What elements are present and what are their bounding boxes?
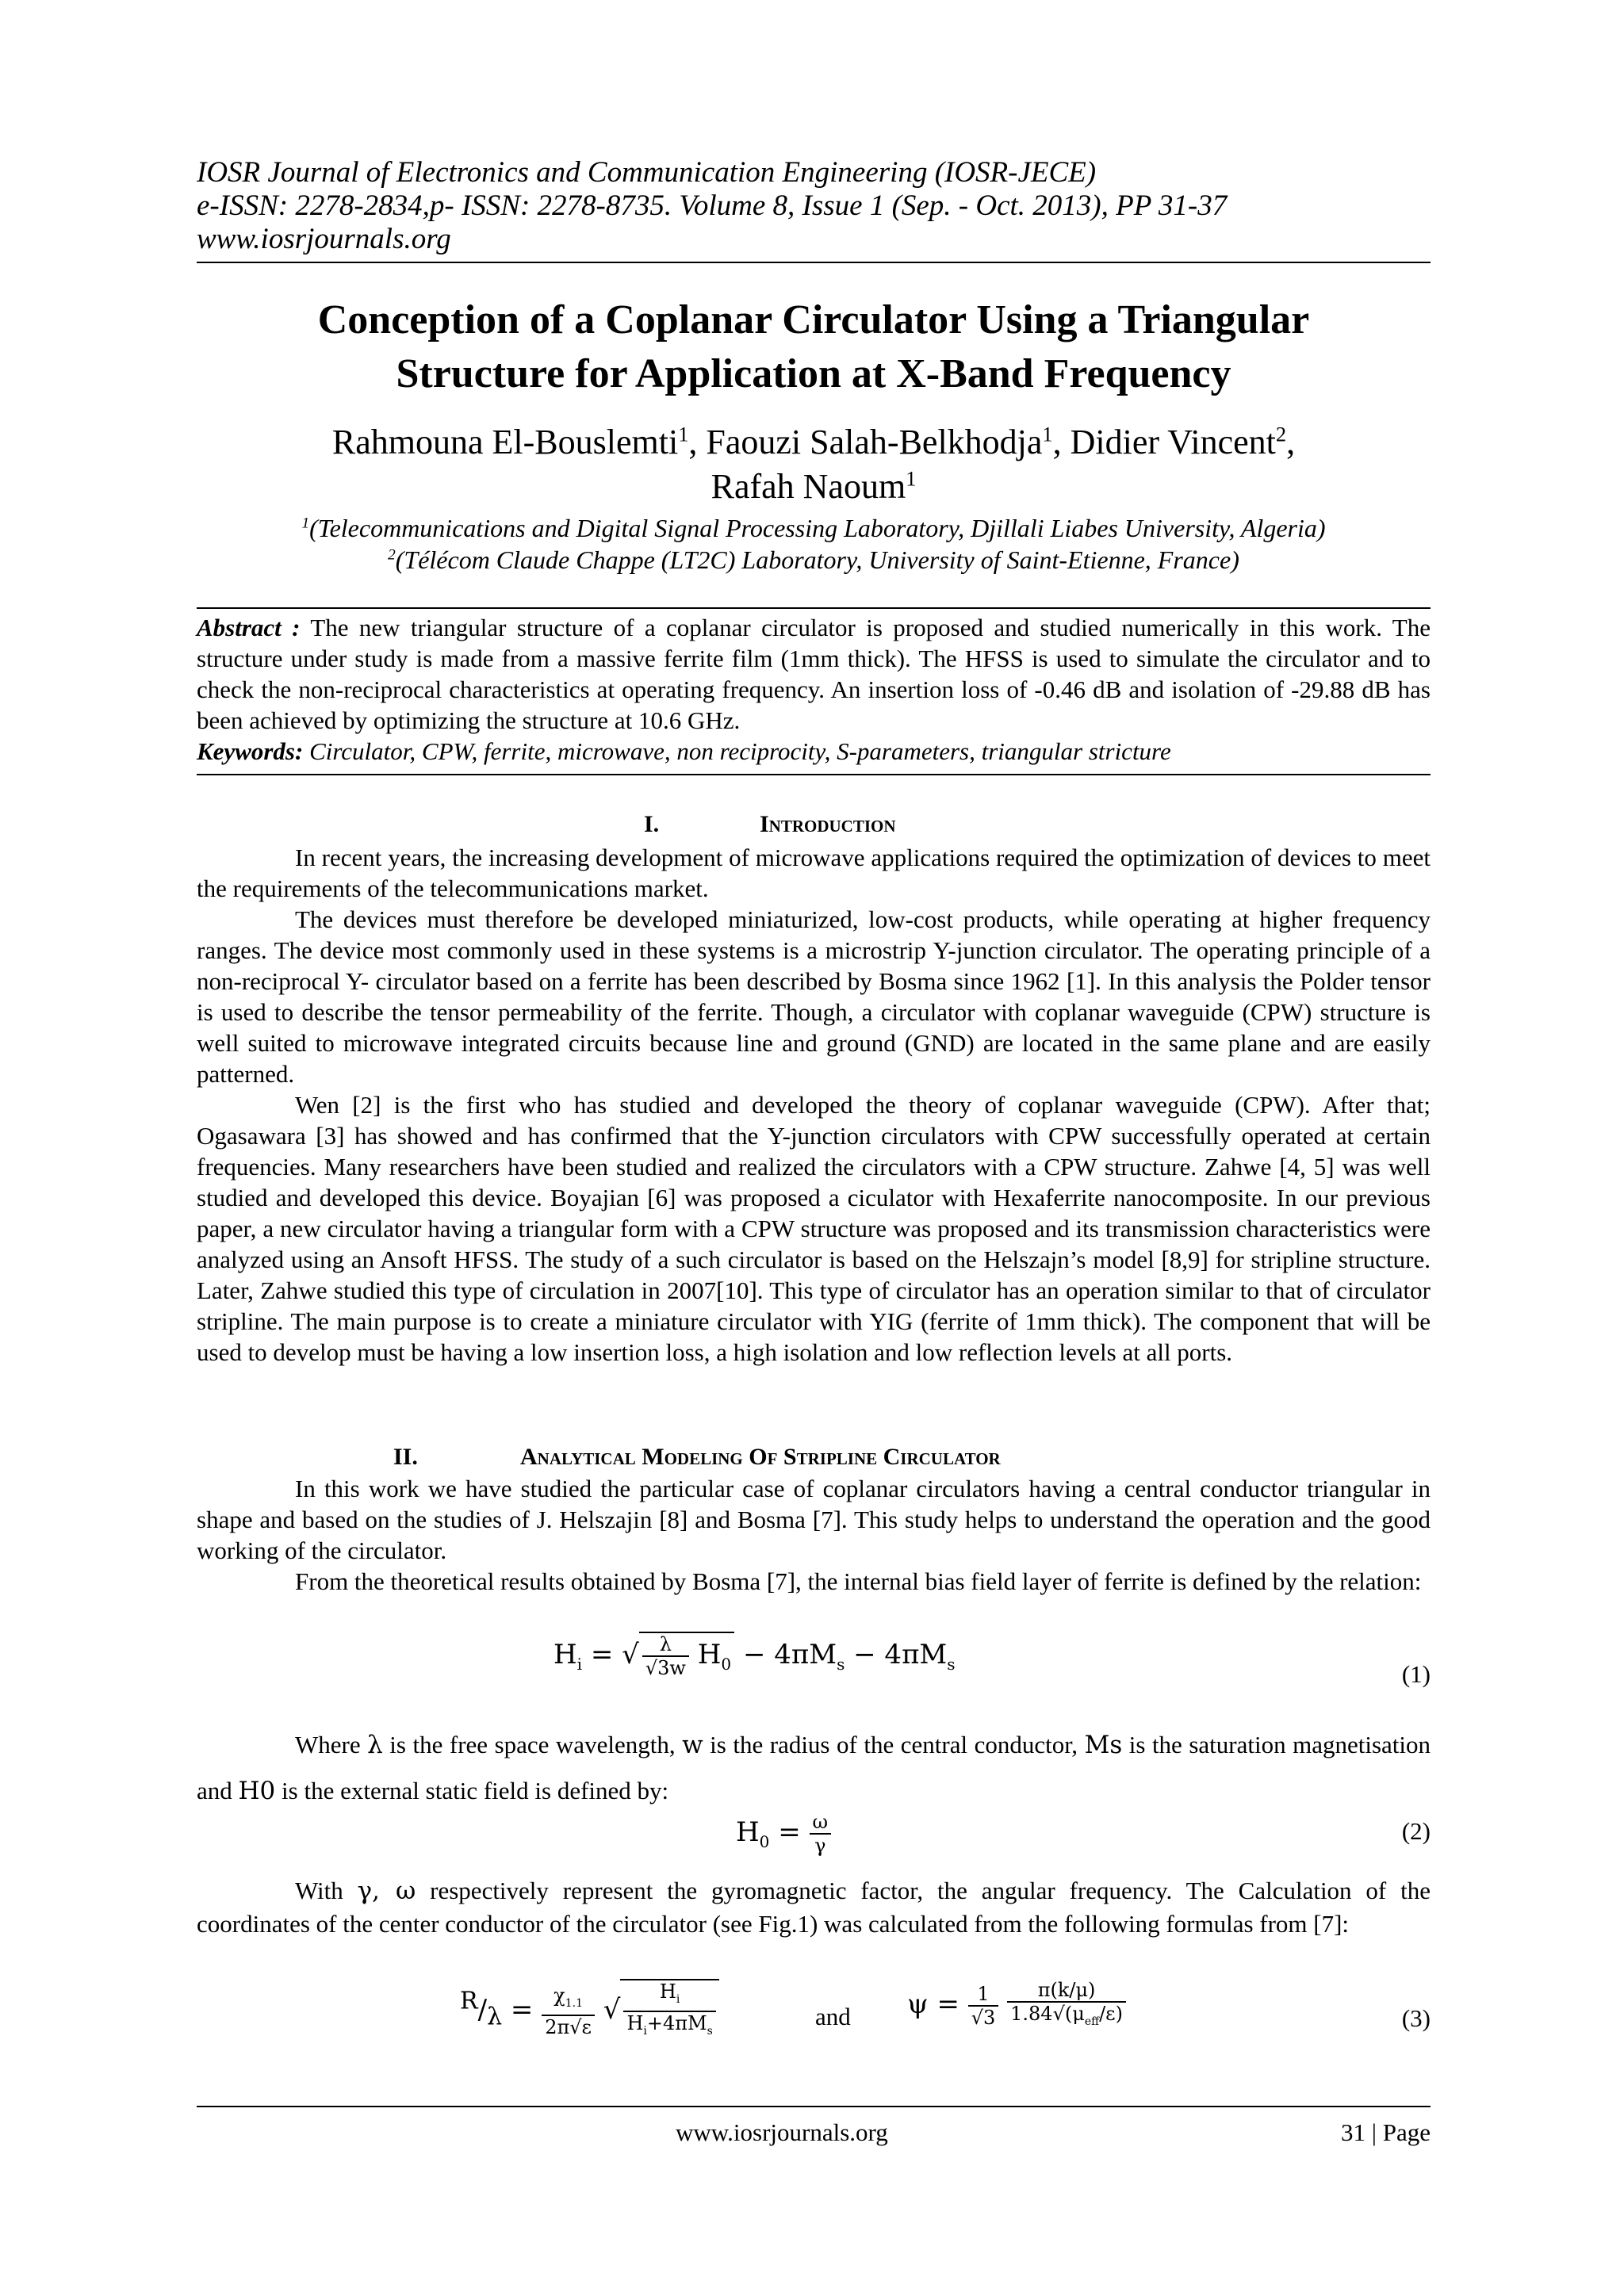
equation-3-and: and	[815, 2003, 851, 2030]
title-line-1: Conception of a Coplanar Circulator Using a Triangular	[317, 297, 1310, 342]
equation-1: $H_i$ = √ $\frac{\lambda}{√3w}$ $H_0 - 4\pi M_s - 4\pi M_s$	[553, 1633, 956, 1679]
where-paragraph: Where λ is the free space wavelength, w is the radius of the central conductor, Ms is the saturation magnetisation and H0 is the external static field is defined by:	[197, 1731, 1431, 1805]
affiliation-2: $^2$(Télécom Claude Chappe (LT2C) Laboratory, University of Saint-Etienne, France)	[388, 545, 1239, 574]
lambda-symbol: λ	[367, 1731, 383, 1759]
abstract-bottom-rule	[197, 774, 1431, 775]
title-line-2: Structure for Application at X-Band Frequency	[396, 351, 1231, 396]
author-2: , Faouzi Salah-Belkhodja	[688, 423, 1043, 461]
keywords-text: Circulator, CPW, ferrite, microwave, non reciprocity, S-parameters, triangular stricture	[303, 737, 1171, 765]
section-2-title: Analytical Modeling Of Stripline Circulator	[520, 1444, 1001, 1470]
equation-3b: ψ = $\frac{1}{√3}$ $\frac{\pi(k/\mu)}{1.84√(\mu_{eff}/\varepsilon)}$	[907, 1979, 1126, 2033]
ms-symbol: Ms	[1084, 1731, 1123, 1759]
gamma-omega-symbols: γ, ω	[357, 1877, 416, 1905]
equation-3a: $^R/_\lambda$ = $\frac{\chi_{1.1}}{2\pi√\varepsilon}$ √ $\frac{H_i}{H_i+4\pi M_s}$	[460, 1979, 719, 2042]
equation-1-number: (1)	[1401, 1660, 1431, 1688]
abstract	[197, 612, 1431, 767]
h0-symbol: H0	[238, 1777, 276, 1805]
journal-issn: e-ISSN: 2278-2834,p- ISSN: 2278-8735. Volume 8, Issue 1 (Sep. - Oct. 2013), PP 31-37	[197, 189, 1228, 222]
footer-url[interactable]: www.iosrjournals.org	[676, 2118, 888, 2146]
equation-2: $H_0$ = $\frac{\omega}{\gamma}$	[736, 1811, 831, 1857]
footer-rule	[197, 2106, 1431, 2107]
section-2-number: II.	[393, 1444, 418, 1470]
paragraph: In recent years, the increasing development of microwave applications required the optimization of devices to meet the requirements of the telecommunications market.	[197, 844, 1431, 902]
keywords-label: Keywords:	[197, 737, 304, 765]
abstract-label: Abstract :	[197, 614, 301, 641]
page-number: 31 | Page	[1341, 2118, 1431, 2146]
abstract-text: The new triangular structure of a coplanar circulator is proposed and studied numerically in this work. The structure under study is made from a massive ferrite film (1mm thick). The HFSS is used to simulate the circulator and to check the non-reciprocal characteristics at operating frequency. An insertion loss of -0.46 dB and isolation of -29.88 dB has been achieved by optimizing the structure at 10.6 GHz.	[197, 614, 1431, 734]
paragraph: The devices must therefore be developed miniaturized, low-cost products, while operating at higher frequency ranges. The device most commonly used in these systems is a microstrip Y-junction circulator. The operating principle of a non-reciprocal Y- circulator based on a ferrite has been described by Bosma since 1962 [1]. In this analysis the Polder tensor is used to describe the tensor permeability of the ferrite. Though, a circulator with coplanar waveguide (CPW) structure is well suited to microwave integrated circuits because line and ground (GND) are located in the same plane and are easily patterned.	[197, 905, 1431, 1088]
section-1-title: Introduction	[760, 811, 896, 837]
paper-title	[197, 293, 1431, 401]
section-1-body	[197, 842, 1431, 1368]
author-1: Rahmouna El-Bouslemti	[331, 423, 679, 461]
journal-url[interactable]: www.iosrjournals.org	[197, 223, 451, 255]
paragraph: In this work we have studied the particular case of coplanar circulators having a central conductor triangular in shape and based on the studies of J. Helszajin [8] and Bosma [7]. This study helps to understand the operation and the good working of the circulator.	[197, 1475, 1431, 1564]
abstract-top-rule	[197, 607, 1431, 609]
paragraph: Wen [2] is the first who has studied and developed the theory of coplanar waveguide (CPW). After that; Ogasawara [3] has showed and has confirmed that the Y-junction circulators with CPW successfully operated at certain frequencies. Many researchers have been studied and realized the circulators with a CPW structure. Zahwe [4, 5] was well studied and developed this device. Boyajian [6] was proposed a ciculator with Hexaferrite nanocomposite. In our previous paper, a new circulator having a triangular form with a CPW structure was proposed and its transmission characteristics were analyzed using an Ansoft HFSS. The study of a such circulator is based on the Helszajn’s model [8,9] for stripline structure. Later, Zahwe studied this type of circulation in 2007[10]. This type of circulator has an operation similar to that of circulator stripline. The main purpose is to create a miniature circulator with YIG (ferrite of 1mm thick). The component that will be used to develop must be having a low insertion loss, a high isolation and low reflection levels at all ports.	[197, 1091, 1431, 1366]
w-symbol: w	[682, 1731, 703, 1759]
affiliation-1: $^1$(Telecommunications and Digital Signal Processing Laboratory, Djillali Liabes University, Algeria)	[301, 514, 1326, 542]
affiliations	[197, 512, 1431, 576]
equation-2-number: (2)	[1401, 1817, 1431, 1845]
author-list: Rahmouna El-Bouslemti$^1$, Faouzi Salah-Belkhodja$^1$, Didier Vincent$^2$, Rafah Naoum$^1$	[331, 422, 1296, 506]
header-rule	[197, 262, 1431, 263]
journal-name: IOSR Journal of Electronics and Communication Engineering (IOSR-JECE)	[197, 156, 1097, 189]
author-3: , Didier Vincent	[1052, 423, 1276, 461]
equation-3-number: (3)	[1401, 2004, 1431, 2032]
paragraph: From the theoretical results obtained by Bosma [7], the internal bias field layer of ferrite is defined by the relation:	[295, 1567, 1422, 1595]
author-4: Rafah Naoum	[710, 467, 906, 506]
with-paragraph: With γ, ω respectively represent the gyromagnetic factor, the angular frequency. The Calculation of the coordinates of the center conductor of the circulator (see Fig.1) was calculated from the following formulas from [7]:	[197, 1877, 1431, 1938]
section-1-number: I.	[644, 811, 660, 837]
section-2-body	[197, 1473, 1431, 1597]
